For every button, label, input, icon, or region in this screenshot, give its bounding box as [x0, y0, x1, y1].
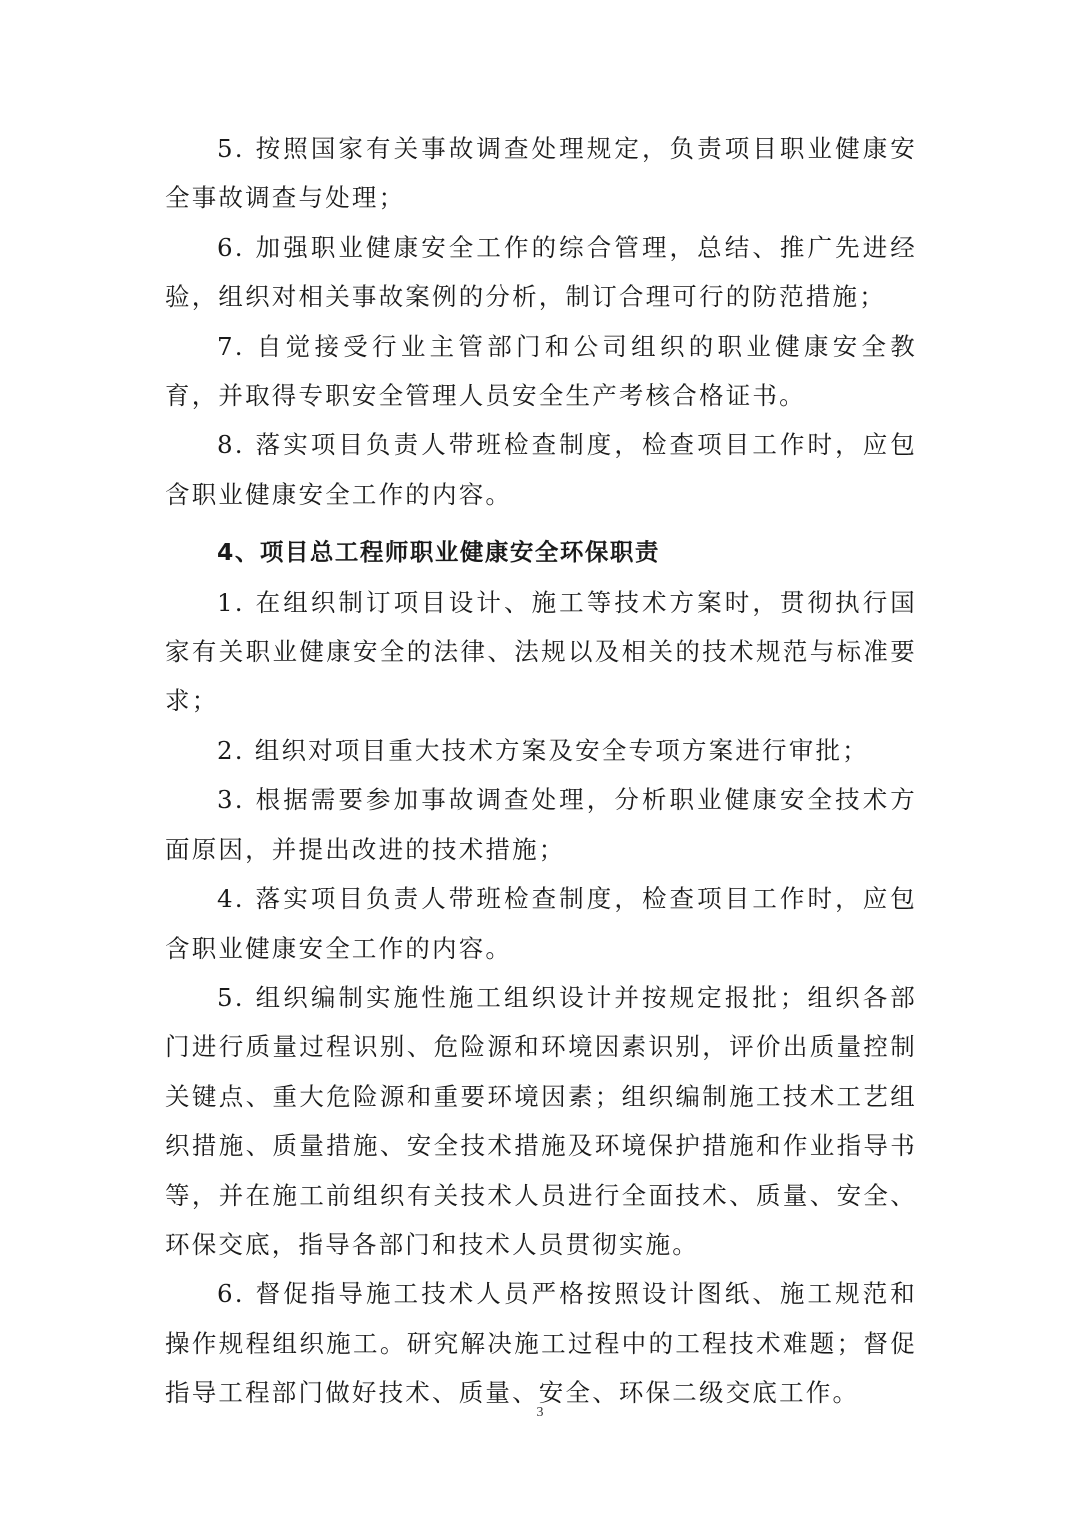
paragraph-item-5: 5. 按照国家有关事故调查处理规定，负责项目职业健康安全事故调查与处理；	[165, 134, 917, 213]
paragraph-item-8: 8. 落实项目负责人带班检查制度，检查项目工作时，应包含职业健康安全工作的内容。	[165, 430, 917, 509]
page-number: 3	[536, 1405, 544, 1420]
paragraph-item-7: 7. 自觉接受行业主管部门和公司组织的职业健康安全教育，并取得专职安全管理人员安全生产考核合格证书。	[165, 331, 917, 411]
section-paragraph-1: 1. 在组织制订项目设计、施工等技术方案时，贯彻执行国家有关职业健康安全的法律、法规以及相关的技术规范与标准要求；	[165, 587, 917, 716]
document-body	[165, 124, 917, 1418]
section-paragraph-2: 2. 组织对项目重大技术方案及安全专项方案进行审批；	[217, 735, 869, 765]
section-heading: 4、项目总工程师职业健康安全环保职责	[217, 538, 660, 567]
section-paragraph-5: 5. 组织编制实施性施工组织设计并按规定报批；组织各部门进行质量过程识别、危险源和环境因素识别，评价出质量控制关键点、重大危险源和重要环境因素；组织编制施工技术工艺组织措施、质量措施、安全技术措施及环境保护措施和作业指导书等，并在施工前组织有关技术人员进行全面技术、质量、安全、环保交底，指导各部门和技术人员贯彻实施。	[165, 982, 917, 1259]
section-paragraph-6: 6. 督促指导施工技术人员严格按照设计图纸、施工规范和操作规程组织施工。研究解决施工过程中的工程技术难题；督促指导工程部门做好技术、质量、安全、环保二级交底工作。	[165, 1279, 917, 1408]
section-paragraph-4: 4. 落实项目负责人带班检查制度，检查项目工作时，应包含职业健康安全工作的内容。	[165, 884, 917, 963]
paragraph-item-6: 6. 加强职业健康安全工作的综合管理，总结、推广先进经验，组织对相关事故案例的分析，制订合理可行的防范措施；	[165, 232, 917, 312]
section-paragraph-3: 3. 根据需要参加事故调查处理，分析职业健康安全技术方面原因，并提出改进的技术措施；	[165, 785, 917, 864]
